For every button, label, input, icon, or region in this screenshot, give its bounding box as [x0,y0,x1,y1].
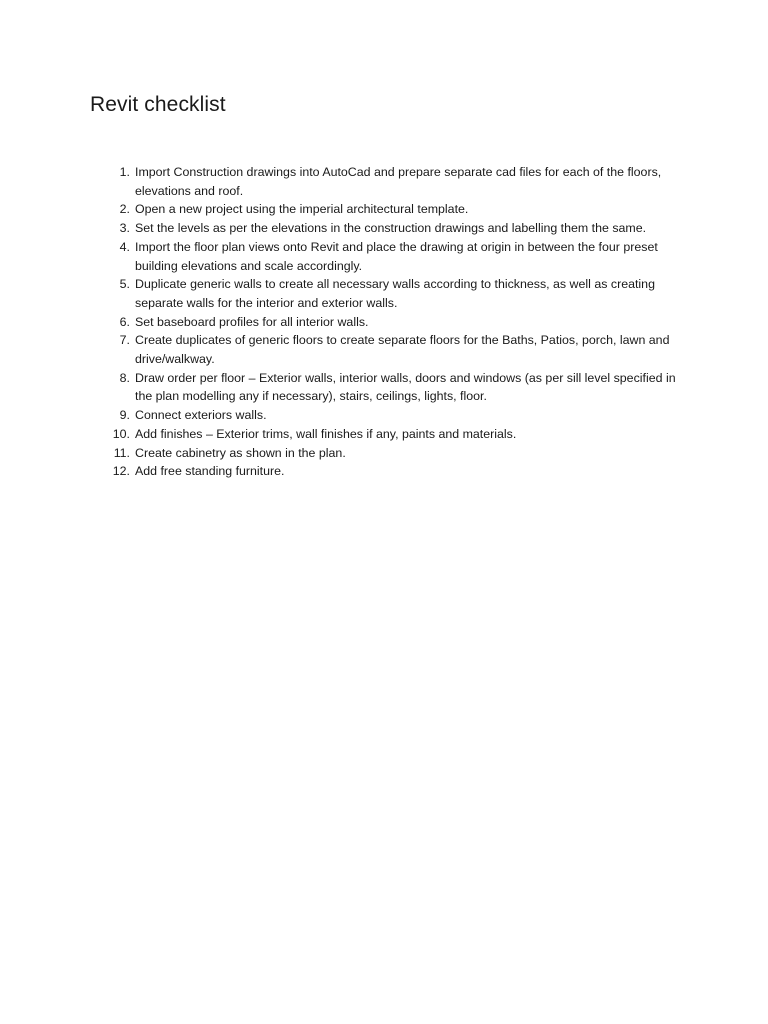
item-text: Set baseboard profiles for all interior walls. [135,314,369,329]
item-number: 5. [119,277,130,292]
checklist-item [108,462,688,481]
checklist-item [108,238,688,275]
item-number: 7. [119,333,130,348]
item-number: 12. [112,464,130,479]
item-text: Add free standing furniture. [135,464,285,479]
item-number: 4. [119,239,130,254]
checklist-item [108,425,688,444]
item-number: 1. [119,165,130,179]
checklist-item [108,444,688,463]
checklist-item [108,200,688,219]
item-text: Connect exteriors walls. [135,408,267,423]
item-text: Import the floor plan views onto Revit and place the drawing at origin in between the four preset building elevations and scale accordingly. [135,239,658,273]
item-text: Add finishes – Exterior trims, wall finishes if any, paints and materials. [135,426,517,441]
document-title: Revit checklist [90,93,226,116]
checklist-item [108,331,688,368]
item-text: Set the levels as per the elevations in the construction drawings and labelling them the same. [135,221,647,236]
item-number: 2. [119,202,130,217]
item-number: 10. [112,426,130,441]
checklist [108,163,688,481]
item-text: Draw order per floor – Exterior walls, interior walls, doors and windows (as per sill level specified in the plan modelling any if necessary), stairs, ceilings, lights, floor. [135,370,676,404]
item-text: Duplicate generic walls to create all necessary walls according to thickness, as well as creating separate walls for the interior and exterior walls. [135,277,655,310]
item-number: 11. [113,445,130,460]
checklist-item [108,219,688,238]
item-number: 3. [119,221,130,236]
item-text: Create duplicates of generic floors to create separate floors for the Baths, Patios, porch, lawn and drive/walkway. [135,333,670,367]
item-number: 8. [119,370,130,385]
checklist-item [108,275,688,312]
item-text: Create cabinetry as shown in the plan. [135,445,346,460]
item-text: Import Construction drawings into AutoCad and prepare separate cad files for each of the floors, elevations and roof. [135,165,662,198]
checklist-item [108,406,688,425]
item-number: 6. [119,314,130,329]
checklist-item [108,313,688,332]
checklist-item [108,369,688,406]
item-text: Open a new project using the imperial architectural template. [135,202,469,217]
checklist-item [108,163,688,200]
item-number: 9. [119,408,130,423]
